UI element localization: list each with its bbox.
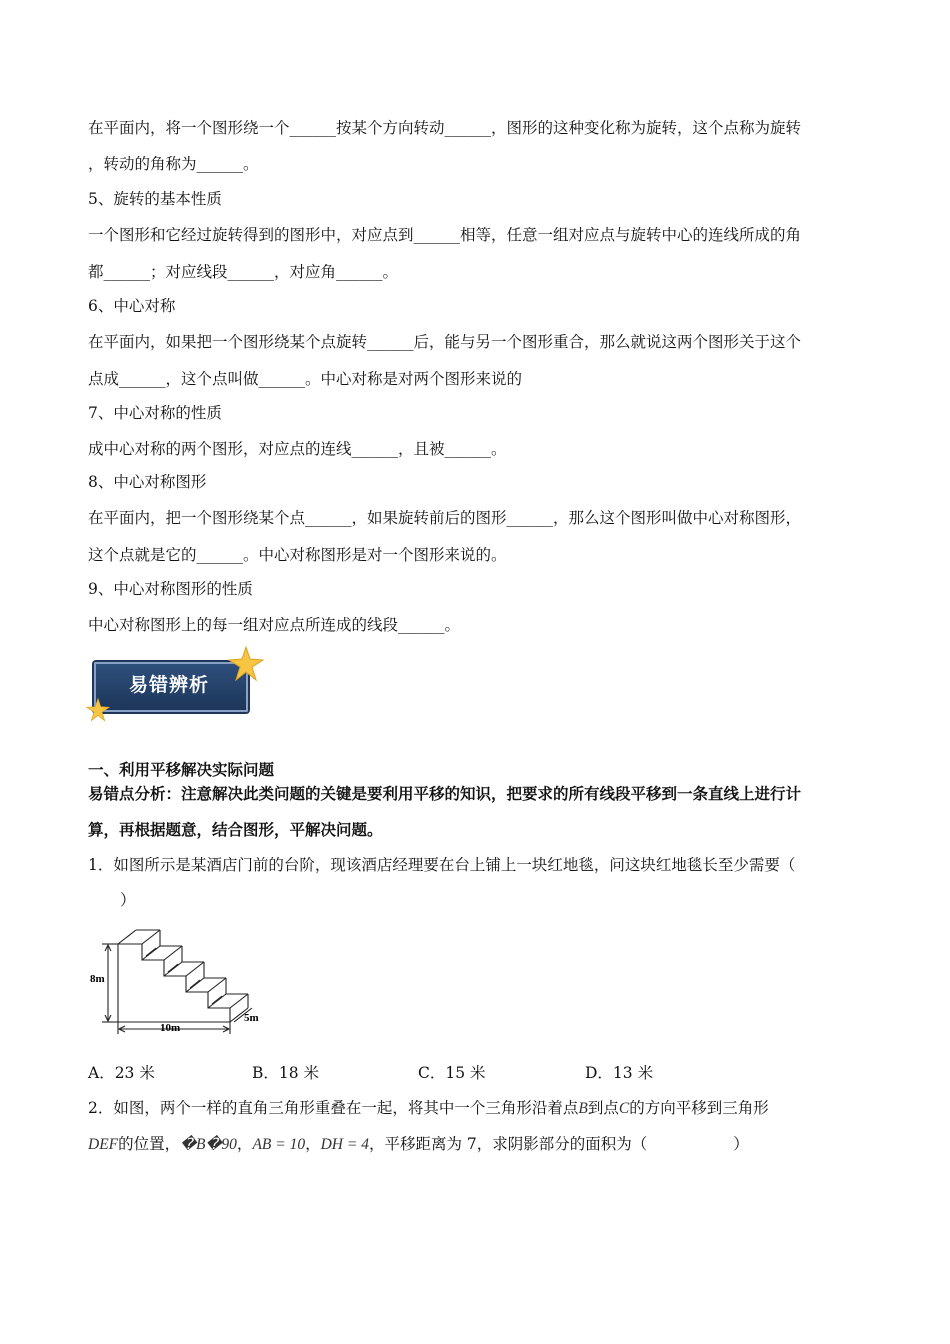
q2-text-part: ，	[236, 1135, 253, 1153]
question-2-text-line-1	[88, 1098, 769, 1119]
section-9-heading: 9、中心对称图形的性质	[88, 580, 253, 598]
section-8-heading: 8、中心对称图形	[88, 473, 207, 491]
staircase-figure	[88, 922, 268, 1037]
width-label: 10m	[160, 1022, 181, 1034]
var-b: B	[578, 1100, 588, 1117]
q2-text-part: 的方向平移到三角形	[629, 1099, 769, 1117]
option-c: C．15 米	[418, 1064, 486, 1082]
var-def: DEF	[88, 1136, 119, 1153]
height-label: 8m	[90, 973, 105, 985]
section-8-text-line-1: 在平面内，把一个图形绕某个点______，如果旋转前后的图形______，那么这个图形叫做中心对称图形，	[88, 509, 802, 527]
section-8-text-line-2: 这个点就是它的______。中心对称图形是对一个图形来说的。	[88, 546, 507, 564]
section-5-text-line-2: 都______；对应线段______，对应角______。	[88, 263, 399, 281]
section-7-heading: 7、中心对称的性质	[88, 404, 222, 422]
angle-expression: �B�90	[180, 1136, 237, 1153]
question-2-text-line-2	[88, 1134, 749, 1155]
section-5-heading: 5、旋转的基本性质	[88, 190, 222, 208]
q2-text-part: ）	[733, 1135, 749, 1153]
q2-text-part: 的位置，	[118, 1135, 181, 1153]
section-7-text-line-1: 成中心对称的两个图形，对应点的连线______，且被______。	[88, 440, 507, 458]
rotation-definition-line-2: ，转动的角称为______。	[88, 155, 259, 173]
error-analysis-banner	[88, 654, 263, 722]
error-section-heading: 一、利用平移解决实际问题	[88, 760, 275, 779]
q2-text-part: 2．如图，两个一样的直角三角形重叠在一起，将其中一个三角形沿着点	[88, 1099, 579, 1117]
q2-text-part: 到点	[587, 1099, 619, 1117]
option-b: B．18 米	[252, 1064, 320, 1082]
option-d: D．13 米	[585, 1064, 654, 1082]
var-c: C	[618, 1100, 630, 1117]
small-star-icon	[86, 698, 110, 722]
q2-text-part: ，平移距离为 7，求阴影部分的面积为（	[368, 1135, 648, 1153]
question-1-text-line-2: ）	[120, 891, 136, 909]
star-icon	[228, 646, 264, 682]
section-6-heading: 6、中心对称	[88, 297, 176, 315]
section-9-text-line-1: 中心对称图形上的每一组对应点所连成的线段______。	[88, 616, 461, 634]
q2-text-part: ，	[305, 1135, 321, 1153]
error-analysis-line-1: 易错点分析：注意解决此类问题的关键是要利用平移的知识，把要求的所有线段平移到一条直线上进行计	[88, 784, 802, 803]
ab-expression: AB = 10	[252, 1136, 306, 1153]
error-analysis-line-2: 算，再根据题意，结合图形，平解决问题。	[88, 820, 383, 839]
option-a: A．23 米	[88, 1064, 155, 1082]
section-5-text-line-1: 一个图形和它经过旋转得到的图形中，对应点到______相等，任意一组对应点与旋转中心的连线所成的角	[88, 226, 802, 244]
rotation-definition-line-1: 在平面内，将一个图形绕一个______按某个方向转动______，图形的这种变化称为旋转，这个点称为旋转	[88, 119, 802, 137]
question-1-text-line-1: 1．如图所示是某酒店门前的台阶，现该酒店经理要在台上铺上一块红地毯，问这块红地毯长至少需要（	[88, 856, 796, 874]
dh-expression: DH = 4	[320, 1136, 369, 1153]
banner-label: 易错辨析	[128, 674, 209, 696]
depth-label: 5m	[244, 1012, 259, 1024]
section-6-text-line-2: 点成______，这个点叫做______。中心对称是对两个图形来说的	[88, 370, 523, 388]
section-6-text-line-1: 在平面内，如果把一个图形绕某个点旋转______后，能与另一个图形重合，那么就说这两个图形关于这个	[88, 333, 802, 351]
